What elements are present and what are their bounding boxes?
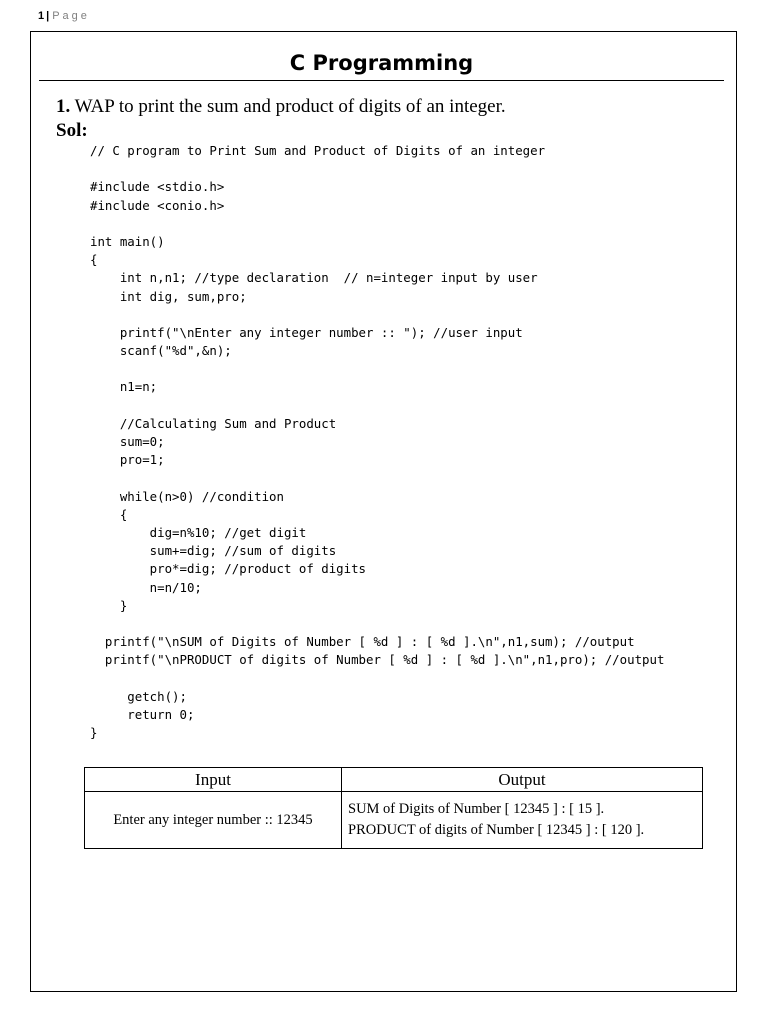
page-number: 1 [38,10,45,22]
table-header-row [85,768,703,792]
code-line: int n,n1; //type declaration // n=integer input by user [90,270,538,286]
code-line: //Calculating Sum and Product [90,415,337,431]
code-line [90,215,664,233]
code-line: return 0; [90,706,195,722]
code-line [90,306,664,324]
code-line: printf("\nPRODUCT of digits of Number [ %d ] : [ %d ].\n",n1,pro); //output [90,652,665,668]
code-line: int dig, sum,pro; [90,288,247,304]
output-line-product: PRODUCT of digits of Number [ 12345 ] : [ 120 ]. [348,822,645,838]
question [56,96,506,118]
code-line: pro*=dig; //product of digits [90,561,367,577]
output-header: Output [342,768,703,792]
code-line: sum+=dig; //sum of digits [90,543,337,559]
page-separator: | [46,10,50,22]
code-line: sum=0; [90,434,165,449]
code-line: printf("\nSUM of Digits of Number [ %d ] : [ %d ].\n",n1,sum); //output [90,634,635,650]
code-block [90,142,664,742]
code-line: scanf("%d",&n); [90,343,232,359]
code-line: printf("\nEnter any integer number :: "); //user input [90,324,523,340]
code-line: n=n/10; [90,579,202,595]
code-line: } [90,725,98,740]
code-line: dig=n%10; //get digit [90,524,307,540]
code-line: int main() [90,233,165,249]
code-line: while(n>0) //condition [90,488,284,504]
solution-label: Sol: [56,120,88,141]
table-row [85,792,703,849]
code-line [90,160,664,178]
code-line: #include <conio.h> [90,197,225,213]
document-title: C Programming [39,46,724,81]
question-number: 1. [56,96,71,117]
io-table [84,767,703,849]
output-cell [342,792,703,849]
code-line [90,669,664,687]
code-line: { [90,252,98,268]
code-line: // C program to Print Sum and Product of Digits of an integer [90,143,546,158]
code-line: n1=n; [90,379,158,395]
output-line-sum: SUM of Digits of Number [ 12345 ] : [ 15 ]. [348,801,605,817]
code-line [90,397,664,415]
input-header: Input [85,768,342,792]
page-frame [30,31,737,992]
code-line: #include <stdio.h> [90,179,225,195]
code-line: getch(); [90,688,187,704]
code-line [90,360,664,378]
code-line: } [90,597,128,613]
input-cell: Enter any integer number :: 12345 [85,792,342,849]
question-text: WAP to print the sum and product of digits of an integer. [74,96,506,117]
code-line [90,615,664,633]
code-line: pro=1; [90,452,165,468]
code-line: { [90,506,128,522]
code-line [90,469,664,487]
page-header [38,10,90,22]
page-word: Page [52,10,90,22]
